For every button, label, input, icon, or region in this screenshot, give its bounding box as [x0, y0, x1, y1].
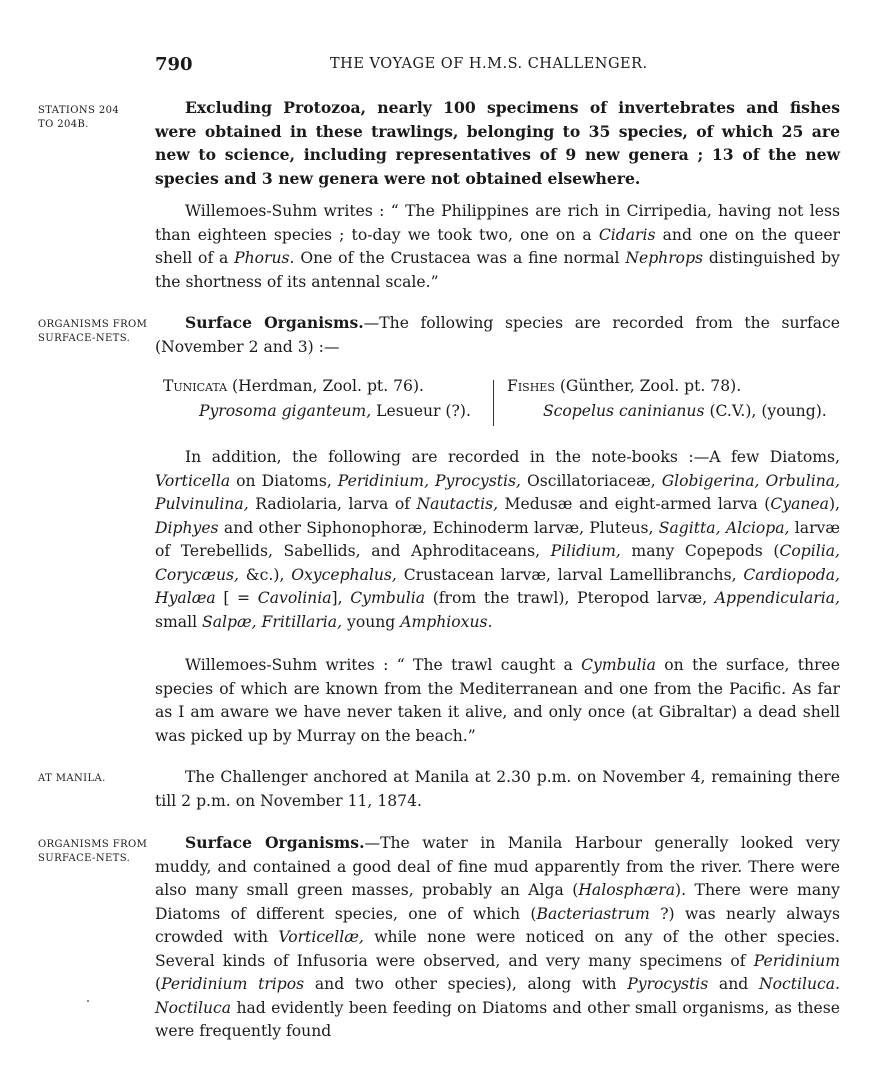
text-run: while none were noticed on any of the other species. Several kinds of Infusoria were observed, and very many specimens of — [155, 928, 840, 970]
taxon-name: Amphioxus. — [400, 612, 493, 631]
taxon-name: Copilia, Corycæus, — [155, 542, 840, 584]
text-run: and two other species), along with — [304, 975, 628, 993]
text-run: In addition, the following are recorded in the note-books :—A few Diatoms, — [185, 448, 840, 466]
text-run: ?) was nearly always crowded with — [155, 904, 840, 946]
page-number: 790 — [155, 54, 193, 75]
column-heading-line — [163, 374, 493, 399]
text-run: ( — [155, 975, 162, 993]
column-heading-line — [507, 374, 847, 399]
taxon-name: Pilidium, — [550, 542, 621, 560]
taxon-name: Pyrocystis — [627, 975, 709, 993]
taxon-name: Peridinium tripos — [161, 975, 305, 993]
taxon-name: Vorticella — [155, 471, 231, 490]
taxon-name: Diphyes — [155, 518, 219, 537]
text-run: —The following species are recorded from the surface (November 2 and 3) :— — [155, 314, 840, 356]
paragraph-excluding-protozoa — [155, 96, 840, 190]
taxon-name: Cavolinia — [257, 589, 332, 607]
taxon-name: Cymbulia — [581, 656, 656, 674]
taxon-name: Peridinium — [753, 951, 840, 970]
text-run: many Copepods ( — [620, 542, 780, 560]
taxon-name: Phorus. — [234, 249, 295, 267]
paragraph-surface-organisms-intro — [155, 311, 840, 359]
taxon-name: Cyanea — [770, 495, 829, 513]
text-run: Medusæ and eight-armed larva ( — [498, 495, 771, 513]
species-author: Lesueur (?). — [371, 402, 471, 420]
section-heading: Surface Organisms. — [185, 833, 365, 852]
group-name: Tunicata — [163, 377, 228, 395]
text-run: and — [708, 975, 759, 993]
margin-note-line: SURFACE-NETS. — [38, 333, 131, 344]
reference: (Günther, Zool. pt. 78). — [554, 377, 742, 395]
species-columns — [163, 374, 848, 426]
margin-note-line: SURFACE-NETS. — [38, 853, 131, 864]
taxon-name: Oxycephalus, — [291, 565, 397, 584]
taxon-name: Noctiluca — [155, 998, 232, 1017]
paragraph-note-books — [155, 446, 840, 634]
taxon-name: Bacteriastrum — [536, 904, 650, 923]
section-heading: Surface Organisms. — [185, 313, 364, 332]
page-header — [155, 54, 845, 80]
text-run: —The water in Manila Harbour generally looked very muddy, and contained a good deal of fine mud apparently from the river. There were also many small green masses, probably an Alga ( — [155, 834, 840, 899]
margin-note-line: AT MANILA. — [38, 773, 106, 784]
text-run: young — [342, 612, 401, 631]
reference: (Herdman, Zool. pt. 76). — [227, 377, 424, 395]
paragraph-text: Excluding Protozoa, nearly 100 specimens of invertebrates and fishes were obtained in these trawlings, belonging to 35 species, of which 25 are new to science, including representatives of 9 new genera ; 13 of the new species and 3 new genera were not obtained elsewhere. — [155, 98, 840, 188]
tunicata-column — [163, 374, 493, 424]
paragraph-philippines-quote — [155, 200, 840, 294]
text-run: (from the trawl), Pteropod larvæ, — [425, 589, 715, 607]
fishes-column — [507, 374, 847, 424]
taxon-name: Halosphæra — [578, 881, 676, 899]
margin-note-line: TO 204B. — [38, 119, 89, 130]
paragraph-manila-surface-organisms — [155, 831, 840, 1044]
margin-note-line: ORGANISMS FROM — [38, 839, 148, 850]
text-run: on Diatoms, — [230, 471, 338, 490]
text-run: small — [155, 612, 203, 631]
paragraph-cymbulia-quote — [155, 654, 840, 748]
margin-note-organisms-2 — [38, 838, 153, 866]
text-run: and one on the queer shell of a — [155, 225, 840, 267]
running-title: THE VOYAGE OF H.M.S. CHALLENGER. — [330, 56, 648, 72]
text-run: distinguished by the shortness of its antennal scale.” — [155, 249, 840, 291]
margin-note-stations — [38, 104, 153, 132]
text-run: had evidently been feeding on Diatoms and other small organisms, as these were frequently found — [155, 998, 840, 1040]
species-author: (C.V.), (young). — [704, 402, 827, 420]
taxon-name: Appendicularia, — [714, 589, 840, 607]
paragraph-at-manila — [155, 766, 840, 813]
taxon-name: Nautactis, — [416, 495, 499, 513]
text-run: [ = — [215, 589, 258, 607]
taxon-name: Nephrops — [625, 249, 704, 267]
text-run: &c.), — [238, 565, 292, 584]
taxon-name: Salpæ, Fritillaria, — [202, 612, 343, 631]
text-run: ], — [331, 589, 351, 607]
margin-note-organisms — [38, 318, 153, 346]
margin-note-line: STATIONS 204 — [38, 105, 120, 116]
text-run: One of the Crustacea was a fine normal — [294, 249, 626, 267]
species-line — [163, 399, 493, 424]
paragraph-text: The Challenger anchored at Manila at 2.30 p.m. on November 4, remaining there till 2 p.m. on November 11, 1874. — [155, 768, 840, 810]
text-run: Crustacean larvæ, larval Lamellibranchs, — [396, 565, 744, 584]
taxon-name: Cymbulia — [350, 589, 426, 607]
text-run: and other Siphonophoræ, Echinoderm larvæ, Pluteus, — [218, 518, 659, 537]
margin-note-line: ORGANISMS FROM — [38, 319, 148, 330]
text-run: ). There were many Diatoms of different species, one of which ( — [155, 881, 840, 923]
text-run: larvæ of Terebellids, Sabellids, and Aphroditaceans, — [155, 518, 841, 560]
taxon-name: Sagitta, Alciopa, — [658, 518, 790, 537]
taxon-name: Vorticellæ, — [278, 928, 364, 946]
text-run: Radiolaria, larva of — [248, 495, 417, 513]
print-speck — [87, 1000, 89, 1002]
text-run: Willemoes-Suhm writes : “ The trawl caught a — [185, 656, 582, 674]
text-run: Oscillatoriaceæ, — [520, 471, 662, 490]
text-run: ), — [828, 495, 840, 513]
species-line — [507, 399, 847, 424]
taxon-name: Cardiopoda, Hyalæa — [155, 565, 841, 607]
taxon-name: Cidaris — [598, 225, 656, 244]
text-run: Willemoes-Suhm writes : “ The Philippines are rich in Cirripedia, having not less than eighteen species ; to-day we took two, one on a — [155, 202, 840, 244]
species-name: Scopelus caninianus — [543, 402, 705, 420]
taxon-name: Globigerina, Orbulina, Pulvinulina, — [155, 471, 840, 513]
taxon-name: Noctiluca. — [758, 975, 840, 993]
group-name: Fishes — [507, 377, 555, 395]
taxon-name: Peridinium, Pyrocystis, — [337, 471, 521, 490]
species-name: Pyrosoma giganteum, — [199, 402, 372, 420]
margin-note-manila — [38, 772, 153, 786]
column-divider — [493, 380, 494, 426]
text-run: on the surface, three species of which are known from the Mediterranean and one from the Pacific. As far as I am aware we have never taken it alive, and only once (at Gibraltar) a dead shell was picked up by Murray on the beach.” — [155, 656, 840, 745]
